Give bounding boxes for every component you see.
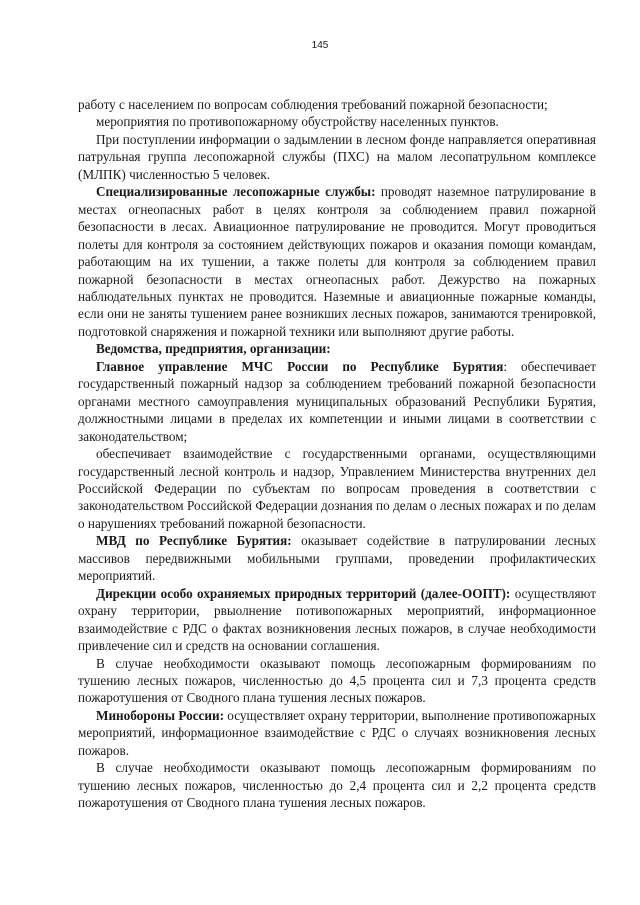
paragraph-text: осуществляет охрану территории, выполнение противопожарных мероприятий, информационное взаимодействие с РДС о случаях возникновения лесных пожаров. xyxy=(78,707,596,758)
paragraph xyxy=(78,358,596,445)
paragraph-text: мероприятия по противопожарному обустройству населенных пунктов. xyxy=(96,114,499,130)
paragraph-lead: Специализированные лесопожарные службы: xyxy=(96,184,376,200)
document-body xyxy=(78,96,596,812)
paragraph-lead: Ведомства, предприятия, организации: xyxy=(96,341,331,357)
paragraph-lead: Минобороны России: xyxy=(96,707,224,723)
paragraph-lead: Главное управление МЧС России по Республике Бурятия xyxy=(96,358,504,374)
paragraph-lead: Дирекции особо охраняемых природных территорий (далее-ООПТ): xyxy=(96,585,511,601)
paragraph-text: : обеспечивает государственный пожарный надзор за соблюдением требований пожарной безопасности органами местного самоуправления муниципальных образований Республики Бурятия, должностными лицами в пределах их компетенции и иными лицами в соответствии с законодательством; xyxy=(78,358,597,444)
section-heading xyxy=(78,340,596,357)
page-number: 145 xyxy=(311,40,329,51)
paragraph xyxy=(78,585,596,655)
paragraph xyxy=(78,532,596,584)
paragraph xyxy=(78,183,596,340)
paragraph-text: осуществляют охрану территории, рвыолнение потивопожарных мероприятий, информационное взаимодействие с РДС о фактах возникновения лесных пожаров, в случае необходимости привлечение сил и средств на основании соглашения. xyxy=(78,585,596,654)
paragraph-text: обеспечивает взаимодействие с государственными органами, осуществляющими государственный лесной контроль и надзор, Управлением Министерства внутренних дел Российской Федерации по субъектам по вопросам проведения в соответствии с законодательством Российской Федерации дознания по делам о лесных пожарах и по делам о нарушениях требований пожарной безопасности. xyxy=(78,446,596,531)
paragraph xyxy=(78,131,596,183)
paragraph-text: При поступлении информации о задымлении в лесном фонде направляется оперативная патрульная группа лесопожарной службы (ПХС) на малом лесопатрульном комплексе (МЛПК) численностью 5 человек. xyxy=(78,131,596,182)
paragraph-text: проводят наземное патрулирование в местах огнеопасных работ в целях контроля за соблюдением правил пожарной безопасности в лесах. Авиационное патрулирование не проводится. Могут проводиться полеты для контроля за состоянием действующих пожаров и оказания помощи командам, работающим на их тушении, а также полеты для контроля за соблюдением правил пожарной безопасности в местах огнеопасных работ. Дежурство на пожарных наблюдательных пунктах не проводится. Наземные и авиационные пожарные команды, если они не заняты тушением ранее возникших лесных пожаров, занимаются тренировкой, подготовкой снаряжения и пожарной техники или выполняют другие работы. xyxy=(78,184,596,339)
paragraph-lead: МВД по Республике Бурятия: xyxy=(96,533,292,549)
paragraph xyxy=(78,113,596,130)
paragraph xyxy=(78,707,596,759)
paragraph-text: оказывает содействие в патрулировании лесных массивов передвижными мобильными группами, проведении профилактических мероприятий. xyxy=(78,533,597,584)
paragraph xyxy=(78,96,596,113)
paragraph xyxy=(78,655,596,707)
paragraph-text: В случае необходимости оказывают помощь лесопожарным формированиям по тушению лесных пожаров, численностью до 2,4 процента сил и 2,2 процента средств пожаротушения от Сводного плана тушения лесных пожаров. xyxy=(78,760,596,811)
paragraph xyxy=(78,759,596,811)
paragraph-text: работу с населением по вопросам соблюдения требований пожарной безопасности; xyxy=(78,97,548,112)
paragraph xyxy=(78,445,596,532)
paragraph-text: В случае необходимости оказывают помощь лесопожарным формированиям по тушению лесных пожаров, численностью до 4,5 процента сил и 7,3 процента средств пожаротушения от Сводного плана тушения лесных пожаров. xyxy=(78,655,596,706)
